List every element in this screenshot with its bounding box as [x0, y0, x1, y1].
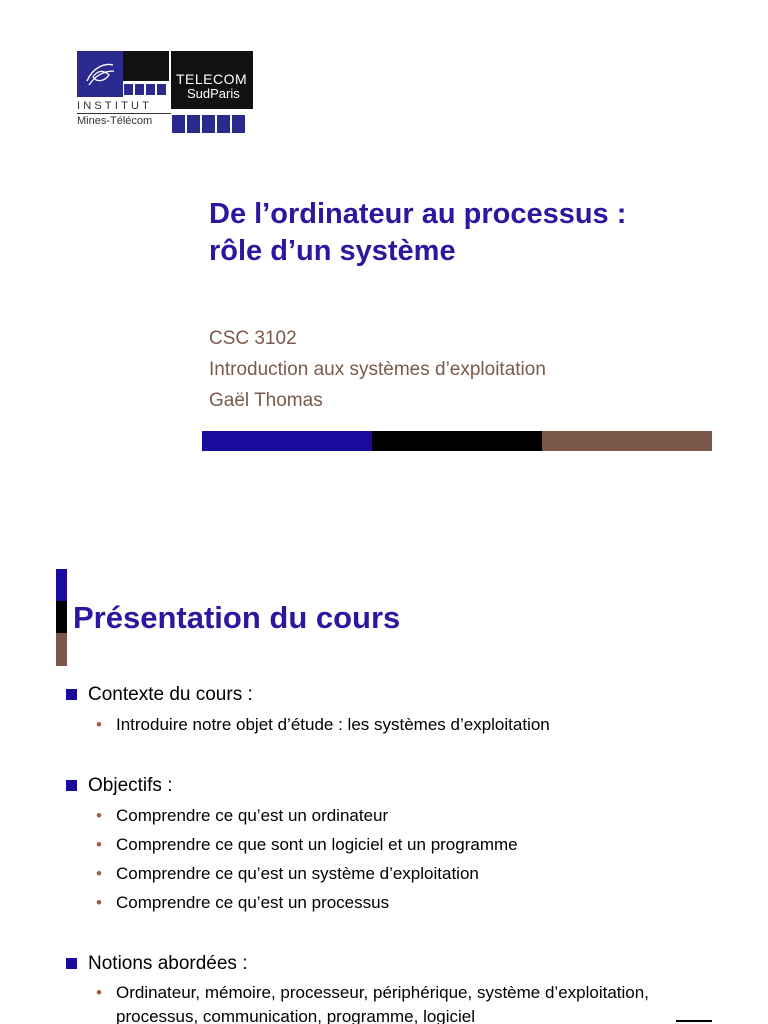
section-contexte [66, 683, 726, 739]
course-code: CSC 3102 [209, 328, 297, 349]
section-notions [66, 952, 726, 1024]
round-bullet-icon: • [96, 893, 102, 912]
tricolor-bar [202, 431, 712, 451]
round-bullet-icon: • [96, 983, 102, 1002]
list-item [66, 859, 726, 888]
list-item [66, 981, 676, 1024]
list-item [66, 801, 726, 830]
list-item-text: Comprendre ce qu’est un processus [116, 893, 390, 912]
section-heading [66, 774, 726, 798]
section-heading [66, 952, 726, 976]
vertical-brown-segment [56, 633, 67, 666]
square-bullet-icon [66, 958, 77, 969]
section-heading-text: Objectifs : [88, 775, 173, 796]
title-line-1: De l’ordinateur au processus : [209, 198, 627, 230]
swirl-icon [83, 59, 117, 89]
square-bullet-icon [66, 780, 77, 791]
seal-glyphs-small [123, 81, 169, 97]
list-item-text: Introduire notre objet d’étude : les systèmes d’exploitation [116, 715, 550, 734]
telecom-text: TELECOM [176, 71, 248, 87]
slide2-title: Présentation du cours [73, 600, 401, 635]
author-name: Gaël Thomas [209, 390, 323, 411]
list-item-text: Comprendre ce qu’est un ordinateur [116, 806, 389, 825]
round-bullet-icon: • [96, 806, 102, 825]
vertical-black-segment [56, 601, 67, 633]
list-item-text: Ordinateur, mémoire, processeur, périphérique, système d’exploitation, processus, communication, programme, logiciel [116, 983, 649, 1024]
round-bullet-icon: • [96, 864, 102, 883]
mines-telecom-text: Mines-Télécom [77, 115, 153, 127]
list-item [66, 710, 726, 739]
section-heading-text: Notions abordées : [88, 953, 248, 974]
round-bullet-icon: • [96, 715, 102, 734]
slide-subtitle [209, 323, 729, 416]
institut-emblem [77, 51, 123, 97]
tricolor-black-segment [372, 431, 542, 451]
institut-mines-telecom-logo [77, 51, 253, 137]
vertical-tricolor-bar [56, 569, 67, 666]
course-name: Introduction aux systèmes d’exploitation [209, 359, 546, 380]
seal-glyphs-row [171, 113, 253, 135]
list-item [66, 830, 726, 859]
sudparis-text: SudParis [187, 86, 240, 101]
section-heading [66, 683, 726, 707]
logo-divider [77, 113, 171, 114]
slide-title [209, 196, 749, 270]
round-bullet-icon: • [96, 835, 102, 854]
list-item [66, 888, 726, 917]
vertical-blue-segment [56, 569, 67, 601]
institut-text: INSTITUT [77, 100, 153, 112]
title-line-2: rôle d’un système [209, 235, 456, 267]
telecom-sudparis-block [171, 51, 253, 109]
tricolor-brown-segment [542, 431, 712, 451]
square-bullet-icon [66, 689, 77, 700]
tricolor-blue-segment [202, 431, 372, 451]
list-item-text: Comprendre ce que sont un logiciel et un programme [116, 835, 518, 854]
section-heading-text: Contexte du cours : [88, 684, 253, 705]
section-objectifs [66, 774, 726, 917]
list-item-text: Comprendre ce qu’est un système d’exploitation [116, 864, 479, 883]
page-corner-mark [676, 1020, 712, 1022]
